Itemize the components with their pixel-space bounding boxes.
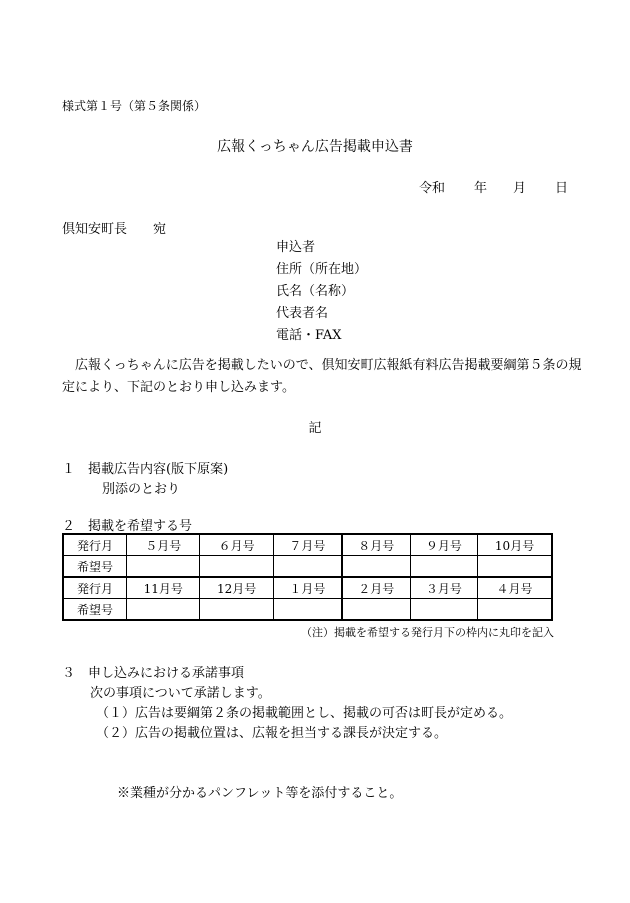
month-cell: ５月号	[127, 534, 200, 556]
date-month: 月	[513, 181, 527, 196]
month-cell: ４月号	[478, 577, 552, 599]
wish-cell[interactable]	[410, 556, 477, 578]
form-number: 様式第１号（第５条関係）	[62, 99, 207, 113]
phone-fax-label: 電話・FAX	[276, 328, 342, 343]
section3-heading: ３ 申し込みにおける承諾事項	[62, 666, 245, 681]
month-cell: ８月号	[342, 534, 410, 556]
table-row	[63, 534, 552, 556]
date-day: 日	[555, 181, 569, 196]
section2-heading: ２ 掲載を希望する号	[62, 519, 193, 534]
wish-cell[interactable]	[127, 599, 200, 621]
section1-content: 別添のとおり	[102, 482, 181, 497]
table-note: （注）掲載を希望する発行月下の枠内に丸印を記入	[301, 626, 554, 639]
address-label: 住所（所在地）	[276, 262, 368, 277]
section3-item-1: （１）広告は要綱第２条の掲載範囲とし、掲載の可否は町長が定める。	[96, 706, 513, 721]
month-cell: 11月号	[127, 577, 200, 599]
month-cell: ９月号	[410, 534, 477, 556]
month-cell: ７月号	[273, 534, 341, 556]
ki-heading: 記	[308, 421, 322, 436]
wish-cell[interactable]	[127, 556, 200, 578]
issue-month-label: 発行月	[63, 577, 127, 599]
date-year: 年	[474, 181, 488, 196]
issue-month-label: 発行月	[63, 534, 127, 556]
section1-heading: １ 掲載広告内容(版下原案)	[62, 462, 229, 477]
wish-label: 希望号	[63, 556, 127, 578]
wish-cell[interactable]	[273, 599, 341, 621]
wish-cell[interactable]	[478, 556, 552, 578]
month-table	[62, 533, 553, 621]
representative-label: 代表者名	[276, 306, 329, 321]
attachment-note: ※業種が分かるパンフレット等を添付すること。	[117, 786, 403, 801]
table-row	[63, 556, 552, 578]
table-row	[63, 577, 552, 599]
month-cell: １月号	[273, 577, 341, 599]
wish-cell[interactable]	[478, 599, 552, 621]
month-cell: ６月号	[200, 534, 273, 556]
body-text: 広報くっちゃんに広告を掲載したいので、倶知安町広報紙有料広告掲載要綱第５条の規定により、下記のとおり申し込みます。	[62, 358, 582, 395]
name-label: 氏名（名称）	[276, 284, 355, 299]
month-cell: 12月号	[200, 577, 273, 599]
month-cell: ３月号	[410, 577, 477, 599]
wish-cell[interactable]	[342, 556, 410, 578]
wish-label: 希望号	[63, 599, 127, 621]
addressee: 倶知安町長 宛	[62, 222, 167, 237]
wish-cell[interactable]	[273, 556, 341, 578]
date-era: 令和	[419, 181, 446, 196]
wish-cell[interactable]	[342, 599, 410, 621]
wish-cell[interactable]	[200, 556, 273, 578]
wish-cell[interactable]	[410, 599, 477, 621]
month-cell: ２月号	[342, 577, 410, 599]
applicant-label: 申込者	[276, 240, 316, 255]
table-row	[63, 599, 552, 621]
section3-intro: 次の事項について承諾します。	[90, 686, 271, 701]
document-title: 広報くっちゃん広告掲載申込書	[217, 139, 413, 155]
wish-cell[interactable]	[200, 599, 273, 621]
month-cell: 10月号	[478, 534, 552, 556]
section3-item-2: （２）広告の掲載位置は、広報を担当する課長が決定する。	[96, 726, 448, 741]
